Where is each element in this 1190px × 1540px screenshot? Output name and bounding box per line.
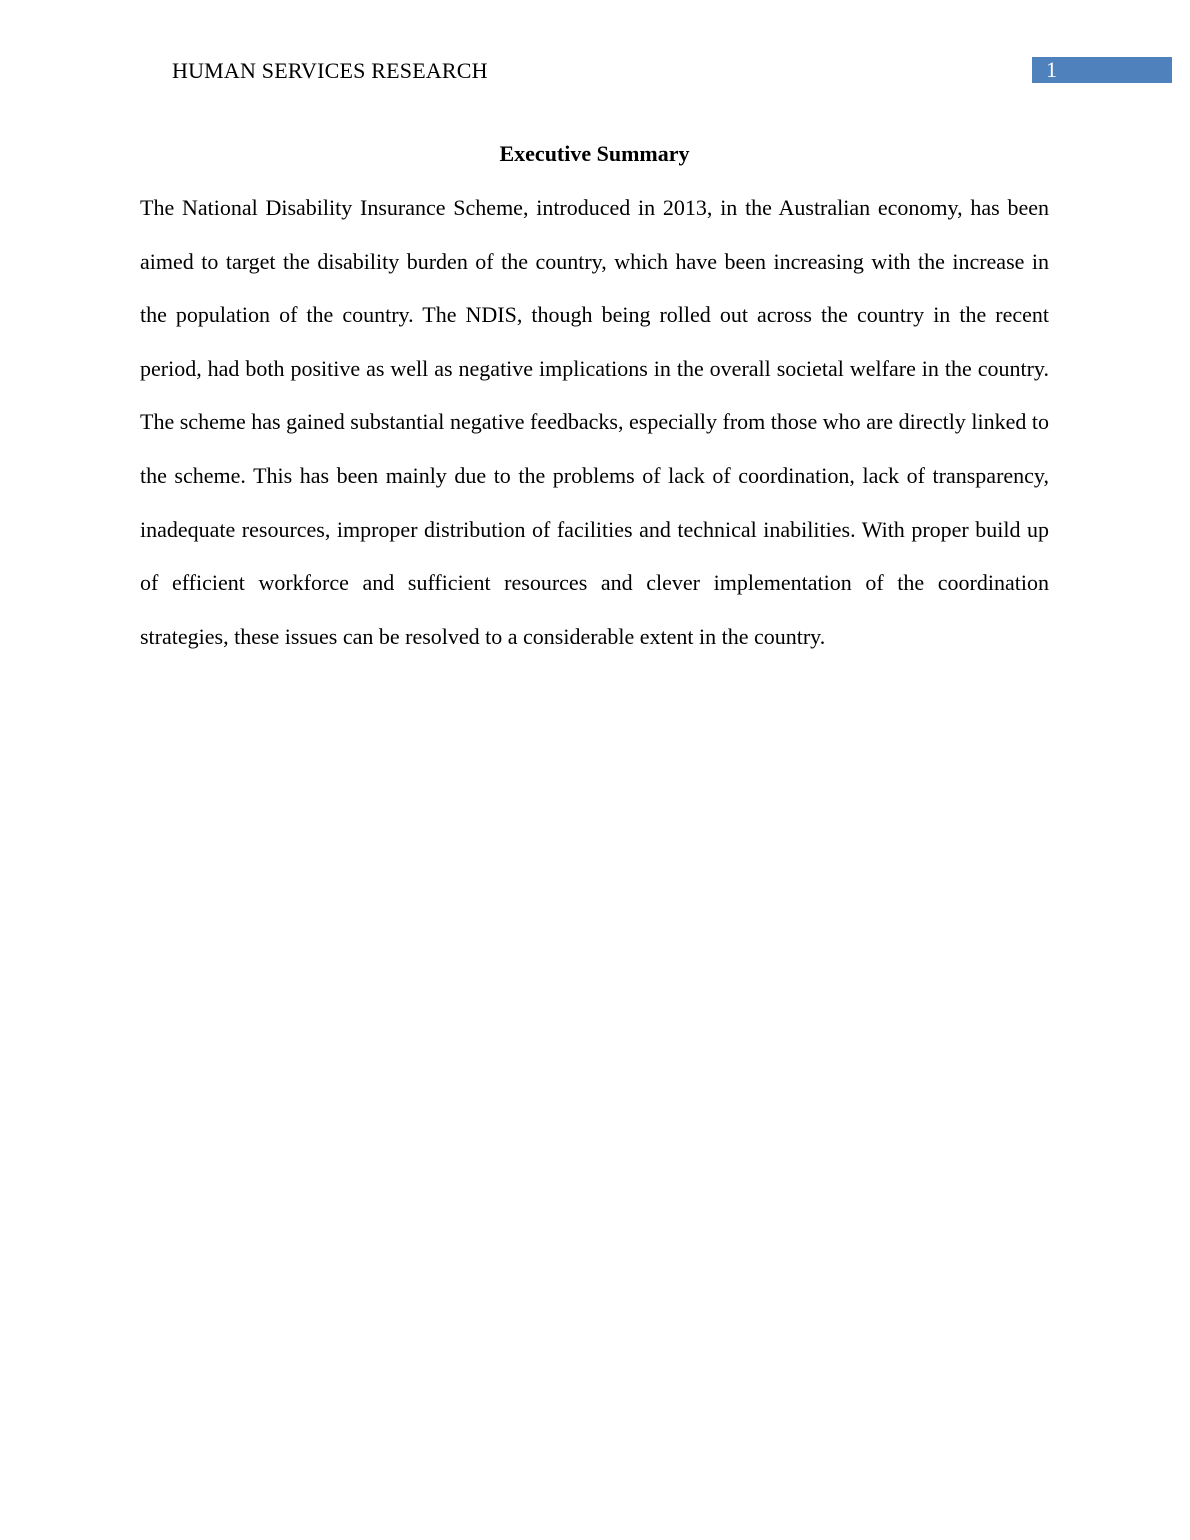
page-number-badge	[1032, 57, 1172, 83]
page-number: 1	[1046, 57, 1057, 82]
section-title: Executive Summary	[499, 141, 690, 166]
running-head: HUMAN SERVICES RESEARCH	[172, 58, 488, 83]
body-paragraph: The National Disability Insurance Scheme, introduced in 2013, in the Australian economy, has been aimed to target the disability burden of the country, which have been increasing with the increase in the population of the country. The NDIS, though being rolled out across the country in the recent period, had both positive as well as negative implications in the overall societal welfare in the country. The scheme has gained substantial negative feedbacks, especially from those who are directly linked to the scheme. This has been mainly due to the problems of lack of coordination, lack of transparency, inadequate resources, improper distribution of facilities and technical inabilities. With proper build up of efficient workforce and sufficient resources and clever implementation of the coordination strategies, these issues can be resolved to a considerable extent in the country.	[140, 195, 1049, 649]
